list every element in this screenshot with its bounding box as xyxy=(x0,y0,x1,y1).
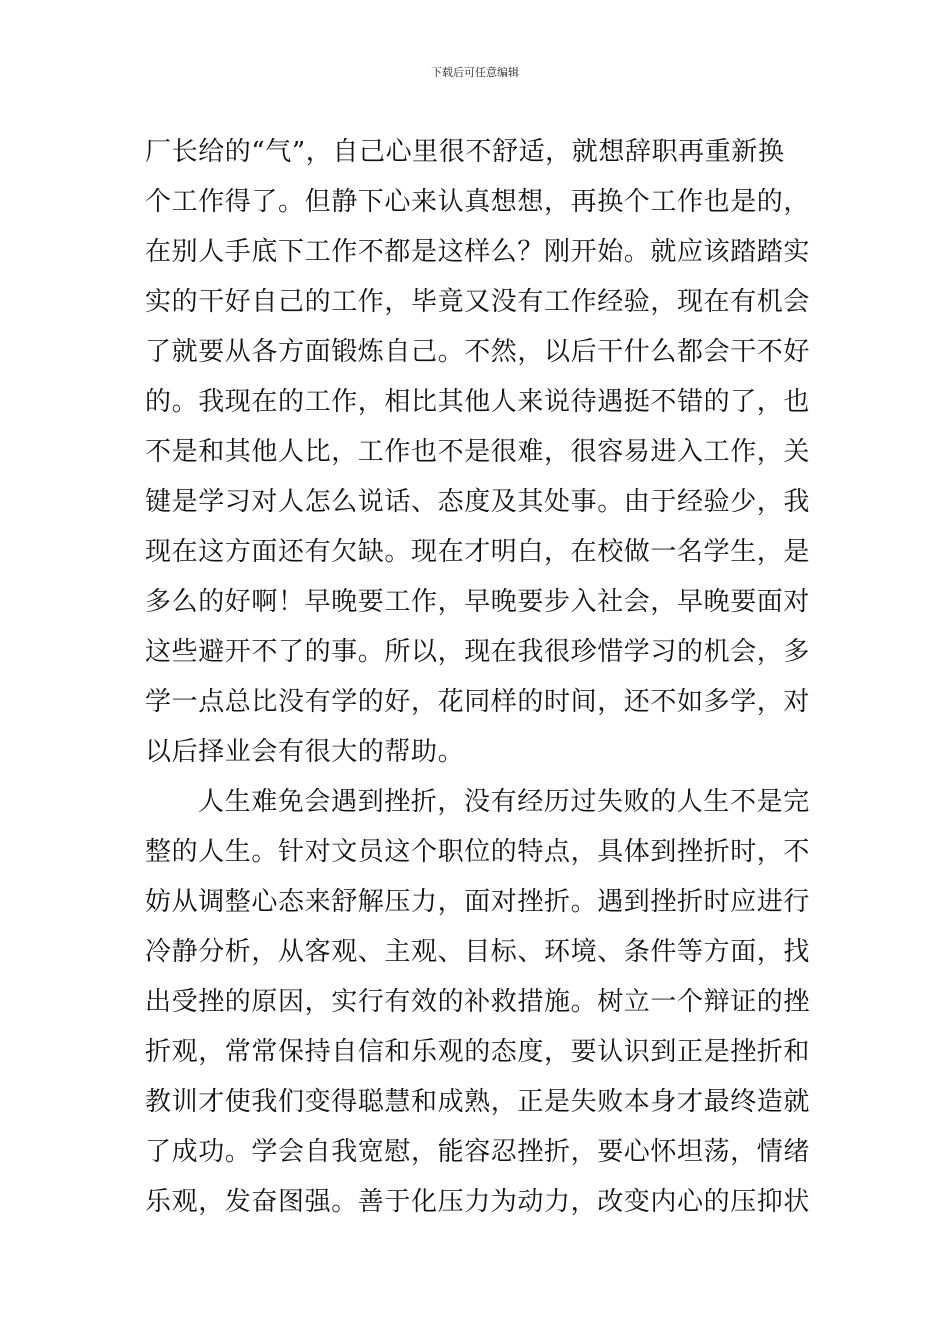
text-line: 多么的好啊！早晚要工作，早晚要步入社会，早晚要面对 xyxy=(145,587,810,617)
text-line: 冷静分析，从客观、主观、目标、环境、条件等方面，找 xyxy=(145,937,810,967)
text-line: 个工作得了。但静下心来认真想想，再换个工作也是的， xyxy=(145,187,810,217)
page-header: 下载后可任意编辑 xyxy=(431,66,519,79)
text-line: 不是和其他人比，工作也不是很难，很容易进入工作，关 xyxy=(145,437,810,467)
text-line: 的。我现在的工作，相比其他人来说待遇挺不错的了，也 xyxy=(145,387,810,417)
text-line: 以后择业会有很大的帮助。 xyxy=(145,737,465,767)
text-line: 出受挫的原因，实行有效的补救措施。树立一个辩证的挫 xyxy=(145,987,810,1017)
text-line: 了成功。学会自我宽慰，能容忍挫折，要心怀坦荡，情绪 xyxy=(145,1137,810,1167)
text-line: 整的人生。针对文员这个职位的特点，具体到挫折时，不 xyxy=(145,837,810,867)
text-line: 在别人手底下工作不都是这样么？刚开始。就应该踏踏实 xyxy=(145,237,810,267)
text-line: 厂长给的“气”，自己心里很不舒适，就想辞职再重新换 xyxy=(145,137,785,167)
text-line: 折观，常常保持自信和乐观的态度，要认识到正是挫折和 xyxy=(145,1037,810,1067)
text-line: 教训才使我们变得聪慧和成熟，正是失败本身才最终造就 xyxy=(145,1087,810,1117)
text-line: 乐观，发奋图强。善于化压力为动力，改变内心的压抑状 xyxy=(145,1187,810,1217)
text-line: 现在这方面还有欠缺。现在才明白，在校做一名学生，是 xyxy=(145,537,810,567)
text-line: 学一点总比没有学的好，花同样的时间，还不如多学，对 xyxy=(145,687,810,717)
text-line: 妨从调整心态来舒解压力，面对挫折。遇到挫折时应进行 xyxy=(145,887,810,917)
body-text xyxy=(145,127,810,1227)
text-line: 了就要从各方面锻炼自己。不然，以后干什么都会干不好 xyxy=(145,337,810,367)
text-line: 键是学习对人怎么说话、态度及其处事。由于经验少，我 xyxy=(145,487,810,517)
paragraph-start-line: 人生难免会遇到挫折，没有经历过失败的人生不是完 xyxy=(198,787,810,817)
text-line: 实的干好自己的工作，毕竟又没有工作经验，现在有机会 xyxy=(145,287,810,317)
text-line: 这些避开不了的事。所以，现在我很珍惜学习的机会，多 xyxy=(145,637,810,667)
